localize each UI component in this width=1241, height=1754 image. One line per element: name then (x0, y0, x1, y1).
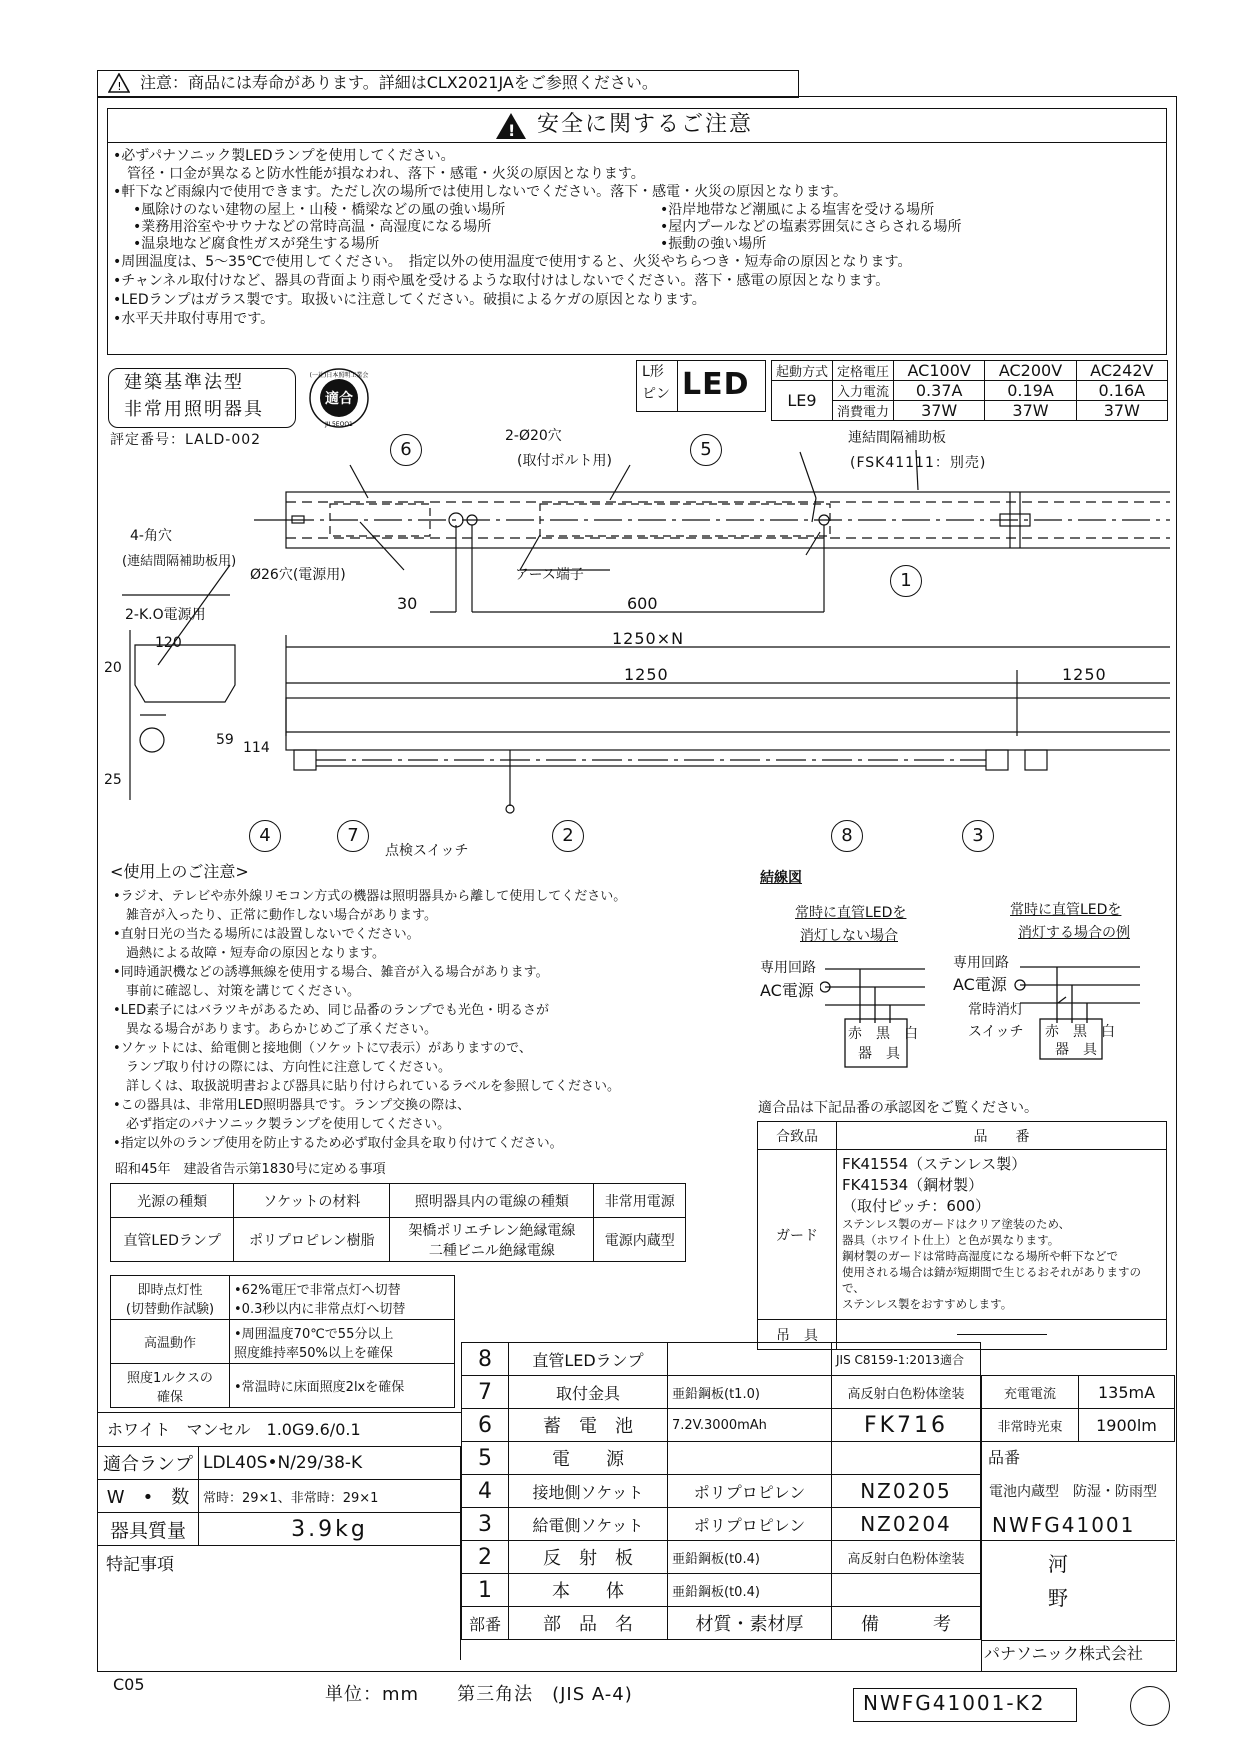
usage-line: •直射日光の当たる場所には設置しないでください。 (113, 927, 420, 942)
safety-place: •振動の強い場所 (660, 236, 767, 252)
power-table (771, 360, 1168, 421)
safety-line: 管径・口金が異なると防水性能が損なわれ、落下・感電・火災の原因となります。 (113, 166, 645, 182)
connector-label: 連結間隔補助板 (848, 430, 946, 446)
part-name: 取付金具 (509, 1376, 668, 1409)
model-block (981, 1441, 1176, 1672)
part-no: 2 (462, 1541, 509, 1574)
part-material: ポリプロピレン (668, 1475, 832, 1508)
law-cell: ポリプロピレン樹脂 (234, 1218, 390, 1262)
wiring-ac-1: AC電源 (760, 981, 814, 1000)
law-wire-2: 二種ビニル絶縁電線 (428, 1242, 555, 1259)
guard-note: 使用される場合は錆が短期間で生じるおそれがありますので、 (842, 1265, 1141, 1295)
part-name: 本 体 (509, 1574, 668, 1607)
sign-2: 野 (1048, 1586, 1068, 1610)
compat-intro: 適合品は下記品番の承認図をご覧ください。 (758, 1100, 1038, 1116)
model-label: 品番 (988, 1448, 1021, 1467)
part-remark: 高反射白色粉体塗装 (832, 1376, 981, 1409)
guard-line: FK41554（ステンレス製） (842, 1155, 1027, 1173)
usage-line: •LED素子にはバラツキがあるため、同じ品番のランプでも光色・明るさが (113, 1003, 550, 1018)
model-type: 電池内蔵型 防湿・防雨型 (989, 1484, 1157, 1500)
power-header: AC100V (894, 361, 985, 381)
power-cell: 37W (985, 401, 1076, 421)
wiring-circuit-1: 専用回路 (760, 960, 816, 976)
safety-title: 安全に関するご注意 (537, 112, 754, 137)
part-no: 7 (462, 1376, 509, 1409)
part-material: ポリプロピレン (668, 1508, 832, 1541)
seal-mid: 適合 (325, 391, 353, 407)
power-cell: 37W (1076, 401, 1167, 421)
safety-place: •風除けのない建物の屋上・山稜・橋梁などの風の強い場所 (133, 202, 506, 218)
part-no: 8 (462, 1343, 509, 1376)
guard-label: ガード (758, 1150, 837, 1320)
usage-line: 事前に確認し、対策を講じてください。 (113, 984, 361, 999)
wiring-switch-2: スイッチ (968, 1024, 1024, 1040)
badge-line2: 非常用照明器具 (124, 399, 264, 420)
specs-table (97, 1446, 461, 1660)
wiring-left-title2: 消灯しない場合 (800, 928, 898, 944)
law-cell: 直管LEDランプ (111, 1218, 234, 1262)
power-cell: 0.37A (894, 381, 985, 401)
part-row (462, 1508, 981, 1541)
charge-value: 135mA (1079, 1376, 1175, 1409)
company-rule (981, 1640, 1175, 1641)
wiring-right-title1: 常時に直管LEDを (1010, 902, 1122, 918)
hanger-label: 吊 具 (758, 1320, 837, 1350)
law-wire-1: 架橋ポリエチレン絶縁電線 (408, 1222, 576, 1239)
perf-value: •常温時に床面照度2lxを確保 (230, 1364, 455, 1408)
part-remark (832, 1442, 981, 1475)
usage-line: •この器具は、非常用LED照明器具です。ランプ交換の際は、 (113, 1098, 471, 1113)
callout-3: 3 (962, 820, 994, 852)
spec-notes (98, 1546, 461, 1660)
part-row (462, 1475, 981, 1508)
guard-note: ステンレス製のガードはクリア塗装のため、 (842, 1217, 1071, 1231)
guard-details (837, 1150, 1167, 1320)
wiring-switch-1: 常時消灯 (968, 1002, 1024, 1018)
footer-unit: 単位：mm 第三角法 (JIS A-4) (325, 1684, 633, 1705)
part-material (668, 1343, 832, 1376)
law-header: 照明器具内の電線の種類 (390, 1184, 594, 1218)
seal-top: (一社)日本照明工業会 (309, 372, 369, 379)
dim-59: 59 (216, 732, 234, 748)
usage-title: <使用上のご注意> (110, 862, 249, 881)
spec-label: 器具質量 (98, 1513, 199, 1546)
compat-header: 合致品 (758, 1122, 837, 1150)
perf-label: 高温動作 (111, 1320, 230, 1364)
part-material: 亜鉛鋼板(t0.4) (668, 1574, 832, 1607)
safety-place: •沿岸地帯など潮風による塩害を受ける場所 (660, 202, 935, 218)
callout-5: 5 (690, 434, 722, 466)
part-remark: NZ0204 (832, 1508, 981, 1541)
wiring-ac-2: AC電源 (953, 975, 1007, 994)
perf-value: •62%電圧で非常点灯へ切替 •0.3秒以内に非常点灯へ切替 (230, 1276, 455, 1320)
usage-line: 必ず指定のパナソニック製ランプを使用してください。 (113, 1117, 451, 1132)
perf-label: 照度1ルクスの 確保 (111, 1364, 230, 1408)
square-holes-label: 4-角穴 (130, 528, 172, 544)
guard-line: （取付ピッチ：600） (842, 1197, 991, 1215)
parts-header: 材質・素材厚 (668, 1607, 832, 1640)
usage-line: •ソケットには、給電側と接地側（ソケットに▽表示）がありますので、 (113, 1041, 532, 1056)
usage-line: •同時通訳機などの誘導無線を使用する場合、雑音が入る場合があります。 (113, 965, 549, 980)
spec-value: LDL40S•N/29/38-K (199, 1447, 461, 1480)
right-info-table (981, 1375, 1175, 1442)
callout-1: 1 (890, 565, 922, 597)
charge-label: 充電電流 (982, 1376, 1079, 1409)
end-view-body (135, 645, 235, 702)
law-header: ソケットの材料 (234, 1184, 390, 1218)
footer-code: C05 (113, 1675, 145, 1694)
part-row (462, 1376, 981, 1409)
part-name: 反 射 板 (509, 1541, 668, 1574)
power-header: 定格電圧 (833, 361, 894, 381)
footer-circle (1130, 1686, 1170, 1726)
law-header: 光源の種類 (111, 1184, 234, 1218)
power-start: LE9 (772, 381, 833, 421)
part-no: 1 (462, 1574, 509, 1607)
part-no: 3 (462, 1508, 509, 1541)
earth-terminal-label: アース端子 (515, 567, 584, 583)
svg-text:!: ! (117, 80, 122, 93)
part-no: 5 (462, 1442, 509, 1475)
spec-label: 適合ランプ (98, 1447, 199, 1480)
power-header: 起動方式 (772, 361, 833, 381)
law-cell: 電源内蔵型 (594, 1218, 686, 1262)
lamp-pin: ピン (642, 386, 670, 402)
safety-line: •水平天井取付専用です。 (113, 311, 275, 327)
spec-label: W • 数 (98, 1480, 199, 1513)
part-no: 6 (462, 1409, 509, 1442)
specs-top-rule (97, 1412, 461, 1413)
part-name: 直管LEDランプ (509, 1343, 668, 1376)
usage-line: 異なる場合があります。あらかじめご了承ください。 (113, 1022, 437, 1037)
part-material: 7.2V.3000mAh (668, 1409, 832, 1442)
badge-line1: 建築基準法型 (124, 372, 244, 393)
usage-line: 過熱による故障・短寿命の原因となります。 (113, 946, 385, 961)
check-switch-knob (506, 805, 514, 813)
perf-table (110, 1275, 455, 1408)
square-holes-sub: (連結間隔補助板用) (122, 554, 237, 569)
part-material (668, 1442, 832, 1475)
safety-place: •屋内プールなどの塩素雰囲気にさらされる場所 (660, 219, 962, 235)
socket-left (294, 750, 316, 770)
dim-1250n: 1250×N (612, 629, 685, 648)
part-name: 蓄 電 池 (509, 1409, 668, 1442)
seal-bottom: JIL5EOO1 (325, 421, 353, 428)
part-row (462, 1574, 981, 1607)
callout-4: 4 (249, 820, 281, 852)
wiring-right-title2: 消灯する場合の例 (1018, 925, 1130, 941)
part-row (462, 1343, 981, 1376)
callout-7: 7 (337, 820, 369, 852)
dim-114: 114 (243, 740, 270, 756)
usage-line: •ラジオ、テレビや赤外線リモコン方式の機器は照明器具から離して使用してください。 (113, 889, 627, 904)
socket-right (986, 750, 1008, 770)
spec-value: 3.9kg (199, 1513, 461, 1546)
wiring-circuit-2: 専用回路 (953, 955, 1009, 971)
perf-value: •周囲温度70℃で55分以上 照度維持率50%以上を確保 (230, 1320, 455, 1364)
part-name: 接地側ソケット (509, 1475, 668, 1508)
guard-note: ステンレス製をおすすめします。 (842, 1297, 1013, 1311)
part-remark: JIS C8159-1:2013適合 (832, 1343, 981, 1376)
part-remark: FK716 (832, 1409, 981, 1442)
notes-label: 特記事項 (106, 1555, 174, 1575)
parts-header-row (462, 1607, 981, 1640)
part-row (462, 1541, 981, 1574)
dim-1250b: 1250 (1062, 665, 1107, 684)
wiring-colors-1: 赤 黒 白 (848, 1026, 918, 1042)
certification-seal (305, 366, 373, 430)
safety-line: •チャンネル取付けなど、器具の背面より雨や風を受けるような取付けはしないでください。落下・感電の原因となります。 (113, 273, 890, 289)
callout-8: 8 (831, 820, 863, 852)
perf-label: 即時点灯性 (切替動作試験) (111, 1276, 230, 1320)
flux-value: 1900lm (1079, 1409, 1175, 1442)
power-row-label: 入力電流 (833, 381, 894, 401)
usage-line: 詳しくは、取扱説明書および器具に貼り付けられているラベルを参照してください。 (113, 1079, 621, 1094)
socket-next (1025, 750, 1047, 770)
parts-header: 備 考 (832, 1607, 981, 1640)
model-number: NWFG41001 (992, 1513, 1136, 1537)
flux-label: 非常時光束 (982, 1409, 1079, 1442)
part-material: 亜鉛鋼板(t0.4) (668, 1541, 832, 1574)
dim-20: 20 (104, 660, 122, 676)
usage-line: 雑音が入ったり、正常に動作しない場合があります。 (113, 908, 437, 923)
part-name: 給電側ソケット (509, 1508, 668, 1541)
safety-line: •周囲温度は、5〜35℃で使用してください。 指定以外の使用温度で使用すると、火災やちらつき・短寿命の原因となります。 (113, 254, 912, 270)
spec-value: 常時：29×1、非常時：29×1 (199, 1480, 461, 1513)
end-view-lamp (140, 728, 164, 752)
company-name: パナソニック株式会社 (984, 1644, 1143, 1663)
power-cell: 37W (894, 401, 985, 421)
compat-table (757, 1121, 1167, 1350)
part-material: 亜鉛鋼板(t1.0) (668, 1376, 832, 1409)
safety-title-rule (107, 142, 1167, 143)
warning-triangle-icon (495, 112, 527, 140)
rating-number: 評定番号：LALD-002 (110, 432, 262, 448)
parts-header: 部番 (462, 1607, 509, 1640)
connector-sub: (FSK41111：別売) (850, 455, 987, 471)
law-title: 昭和45年 建設省告示第1830号に定める事項 (115, 1162, 386, 1177)
dim-1250a: 1250 (624, 665, 669, 684)
wiring-colors-2: 赤 黒 白 (1045, 1024, 1115, 1040)
usage-notes (113, 885, 733, 1151)
wiring-device-2: 器 具 (1055, 1042, 1097, 1058)
power-row-label: 消費電力 (833, 401, 894, 421)
safety-place: •温泉地など腐食性ガスが発生する場所 (133, 236, 380, 252)
holes-label: 2-Ø20穴 (505, 428, 562, 444)
drawing-number: NWFG41001-K2 (863, 1691, 1046, 1715)
side-view-body (286, 698, 1170, 750)
model-rule (981, 1540, 1175, 1541)
guard-line: FK41534（鋼材製） (842, 1176, 984, 1194)
safety-line: •軒下など雨線内で使用できます。ただし次の場所では使用しないでください。落下・感電・火災の原因となります。 (113, 184, 848, 200)
dim-120: 120 (155, 635, 182, 651)
dim-25: 25 (104, 772, 122, 788)
compat-header: 品 番 (837, 1122, 1167, 1150)
guard-note: 鋼材製のガードは常時高湿度になる場所や軒下などで (842, 1249, 1118, 1263)
dim-30: 30 (397, 594, 418, 613)
header-notice: 注意：商品には寿命があります。詳細はCLX2021JAをご参照ください。 (140, 73, 658, 92)
parts-header: 部 品 名 (509, 1607, 668, 1640)
parts-table (461, 1342, 981, 1640)
warning-icon (108, 73, 130, 93)
usage-line: ランプ取り付けの際には、方向性に注意してください。 (113, 1060, 452, 1075)
power-header: AC242V (1076, 361, 1167, 381)
dim-600: 600 (627, 594, 658, 613)
wiring-left-title1: 常時に直管LEDを (795, 905, 907, 921)
part-no: 4 (462, 1475, 509, 1508)
law-table (110, 1183, 686, 1262)
holes-sub: (取付ボルト用) (517, 453, 612, 469)
lamp-type-divider (677, 360, 678, 411)
finish-color: ホワイト マンセル 1.0G9.6/0.1 (107, 1420, 361, 1439)
ko-label: 2-K.O電源用 (125, 607, 206, 623)
power-hole-label: Ø26穴(電源用) (250, 567, 346, 583)
sign-1: 河 (1048, 1552, 1068, 1576)
power-cell: 0.16A (1076, 381, 1167, 401)
safety-place: •業務用浴室やサウナなどの常時高温・高湿度になる場所 (133, 219, 492, 235)
fixture-drawing (100, 440, 1170, 870)
law-header: 非常用電源 (594, 1184, 686, 1218)
wiring-title: 結線図 (760, 870, 802, 886)
svg-text:!: ! (508, 121, 516, 140)
safety-line: •LEDランプはガラス製です。取扱いに注意してください。破損によるケガの原因となります。 (113, 292, 706, 308)
law-cell (390, 1218, 594, 1262)
power-cell: 0.19A (985, 381, 1076, 401)
led-logo: LED (682, 367, 750, 402)
part-remark: NZ0205 (832, 1475, 981, 1508)
guard-note: 器具（ホワイト仕上）と色が異なります。 (842, 1233, 1060, 1247)
part-row (462, 1442, 981, 1475)
wiring-device-1: 器 具 (858, 1046, 900, 1062)
callout-2: 2 (552, 820, 584, 852)
lamp-shape: L形 (642, 364, 664, 380)
part-name: 電 源 (509, 1442, 668, 1475)
callout-6: 6 (390, 434, 422, 466)
power-header: AC200V (985, 361, 1076, 381)
safety-line: •必ずパナソニック製LEDランプを使用してください。 (113, 148, 455, 164)
check-switch-label: 点検スイッチ (385, 843, 469, 859)
part-row (462, 1409, 981, 1442)
part-remark: 高反射白色粉体塗装 (832, 1541, 981, 1574)
usage-line: •指定以外のランプ使用を防止するため必ず取付金具を取り付けてください。 (113, 1136, 563, 1151)
part-remark (832, 1574, 981, 1607)
